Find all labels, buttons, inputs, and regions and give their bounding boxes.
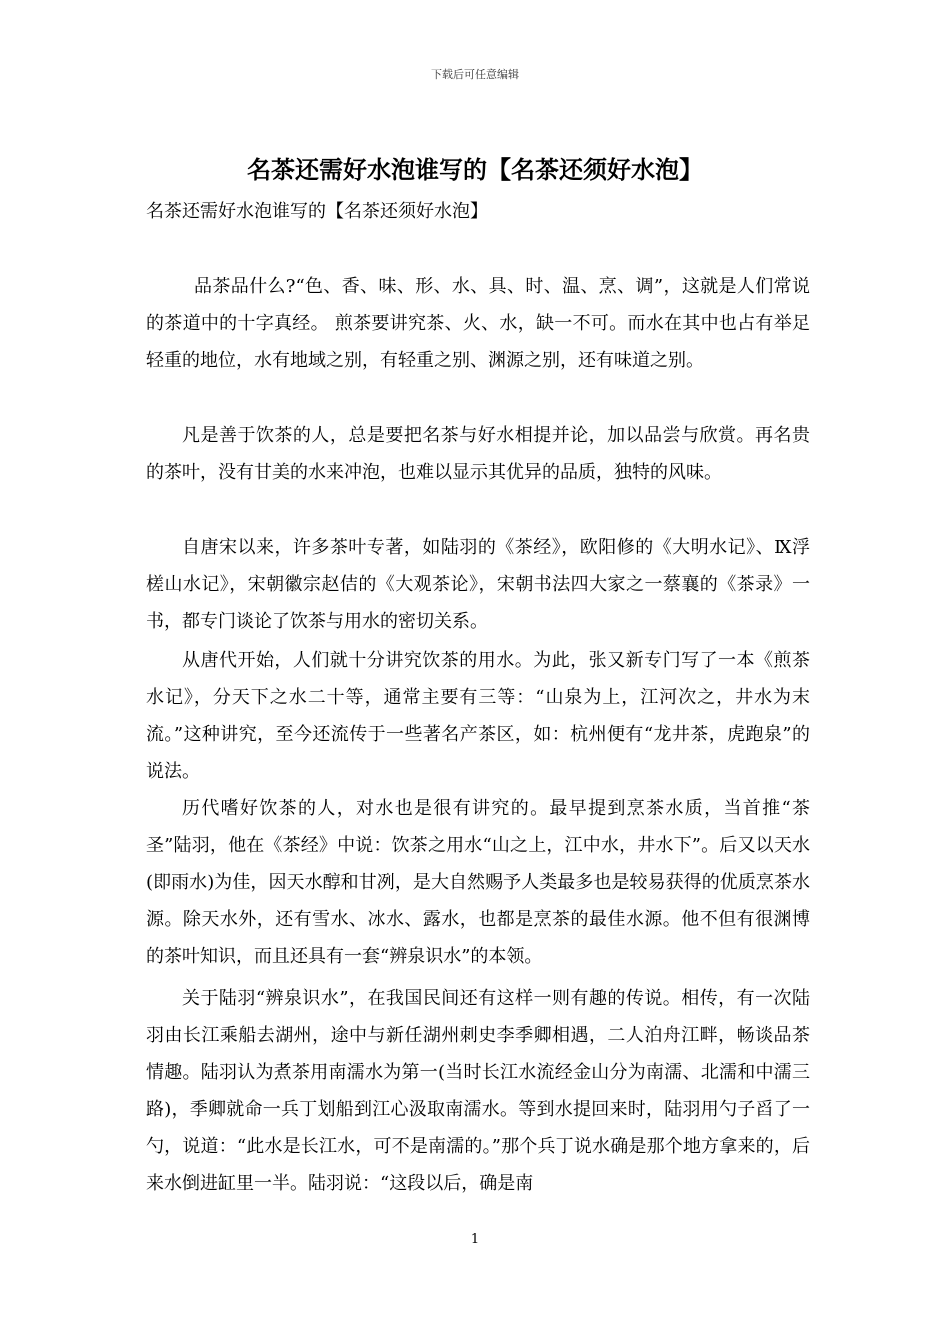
header-note: 下载后可任意编辑 — [431, 68, 519, 81]
paragraph: 凡是善于饮茶的人，总是要把名茶与好水相提并论，加以品尝与欣赏。再名贵的茶叶，没有甘美的水来冲泡，也难以显示其优异的品质，独特的风味。 — [146, 425, 810, 483]
page-number: 1 — [470, 1232, 480, 1247]
paragraph: 品茶品什么?“色、香、味、形、水、具、时、温、烹、调”，这就是人们常说的茶道中的十字真经。 煎茶要讲究茶、火、水，缺一不可。而水在其中也占有举足轻重的地位，水有地域之别，有轻重之别、渊源之别，还有味道之别。 — [146, 276, 810, 371]
paragraph: 自唐宋以来，许多茶叶专著，如陆羽的《茶经》，欧阳修的《大明水记》、Ⅸ浮槎山水记》，宋朝徽宗赵佶的《大观茶论》，宋朝书法四大家之一蔡襄的《茶录》一书，都专门谈论了饮茶与用水的密切关系。 — [146, 537, 810, 632]
document-title: 名茶还需好水泡谁写的【名茶还须好水泡】 — [247, 155, 703, 184]
paragraph: 从唐代开始，人们就十分讲究饮茶的用水。为此，张又新专门写了一本《煎茶水记》，分天下之水二十等，通常主要有三等：“山泉为上，江河次之，井水为末流。”这种讲究，至今还流传于一些著名产茶区，如：杭州便有“龙井茶，虎跑泉”的说法。 — [146, 650, 810, 782]
document-subtitle: 名茶还需好水泡谁写的【名茶还须好水泡】 — [146, 201, 488, 222]
paragraph: 历代嗜好饮茶的人，对水也是很有讲究的。最早提到烹茶水质，当首推“茶圣”陆羽，他在《茶经》中说：饮茶之用水“山之上，江中水，井水下”。后又以天水(即雨水)为佳，因天水醇和甘冽，是大自然赐予人类最多也是较易获得的优质烹茶水源。除天水外，还有雪水、冰水、露水，也都是烹茶的最佳水源。他不但有很渊博的茶叶知识，而且还具有一套“辨泉识水”的本领。 — [146, 798, 810, 967]
paragraph: 关于陆羽“辨泉识水”，在我国民间还有这样一则有趣的传说。相传，有一次陆羽由长江乘船去湖州，途中与新任湖州刺史李季卿相遇，二人泊舟江畔，畅谈品茶情趣。陆羽认为煮茶用南濡水为第一(当时长江水流经金山分为南濡、北濡和中濡三路)，季卿就命一兵丁划船到江心汲取南濡水。等到水提回来时，陆羽用勺子舀了一勺，说道：“此水是长江水，可不是南濡的。”那个兵丁说水确是那个地方拿来的，后来水倒进缸里一半。陆羽说：“这段以后，确是南 — [146, 988, 810, 1194]
